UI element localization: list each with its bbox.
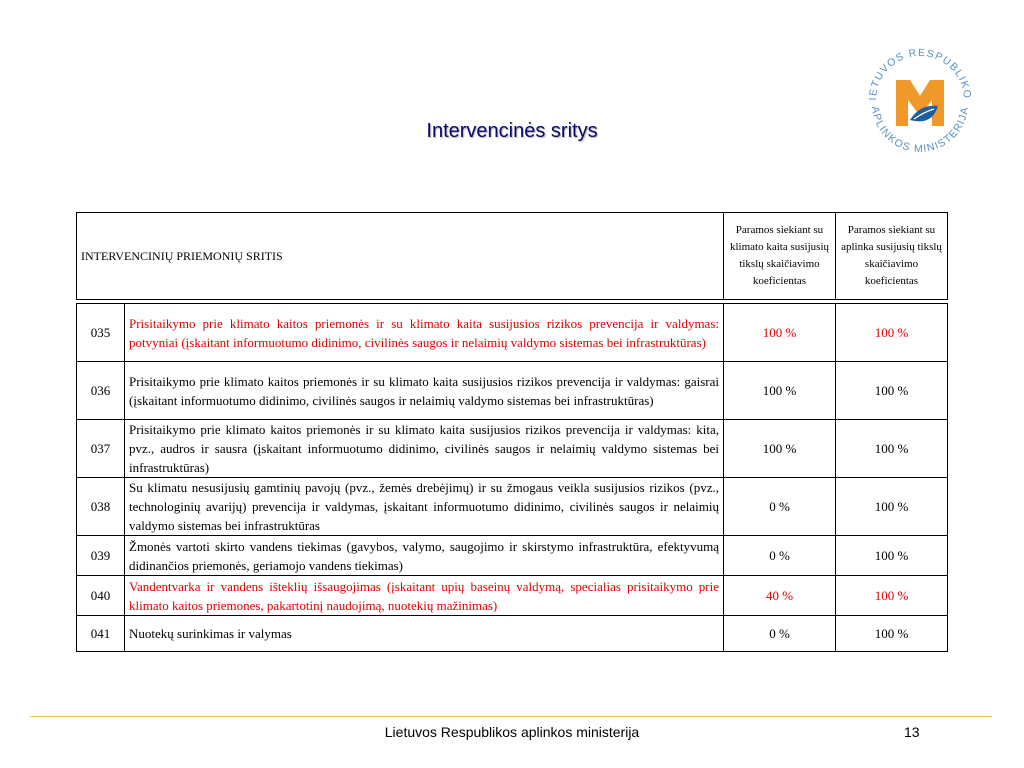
ministry-logo	[858, 38, 982, 162]
row-climate-coefficient: 100 %	[724, 362, 836, 420]
row-climate-coefficient: 100 %	[724, 304, 836, 362]
row-description: Su klimatu nesusijusių gamtinių pavojų (pvz., žemės drebėjimų) ir su žmogaus veikla susijusios rizikos (pvz., technologinių avarijų) prevencija ir valdymas, įskaitant informuotumo didinimo, civilinės saugos ir nelaimių valdymo sistemas bei infrastruktūras	[125, 478, 724, 536]
intervention-areas-table	[76, 212, 948, 652]
row-environment-coefficient: 100 %	[836, 536, 948, 576]
row-description: Prisitaikymo prie klimato kaitos priemonės ir su klimato kaita susijusios rizikos prevencija ir valdymas: potvyniai (įskaitant informuotumo didinimo, civilinės saugos ir nelaimių valdymo sistemas bei infrastruktūras)	[125, 304, 724, 362]
table-row	[77, 304, 948, 362]
row-environment-coefficient: 100 %	[836, 478, 948, 536]
row-climate-coefficient: 100 %	[724, 420, 836, 478]
row-environment-coefficient: 100 %	[836, 362, 948, 420]
row-environment-coefficient: 100 %	[836, 616, 948, 652]
header-environment-coefficient: Paramos siekiant su aplinka susijusių tikslų skaičiavimo koeficientas	[836, 213, 948, 300]
row-code: 036	[77, 362, 125, 420]
footer-divider	[30, 716, 992, 717]
page-number: 13	[904, 724, 920, 740]
row-climate-coefficient: 40 %	[724, 576, 836, 616]
row-description: Vandentvarka ir vandens išteklių išsaugojimas (įskaitant upių baseinų valdymą, specialias prisitaikymo prie klimato kaitos priemones, pakartotinį naudojimą, nuotekių mažinimas)	[125, 576, 724, 616]
svg-text:APLINKOS MINISTERIJA: APLINKOS MINISTERIJA	[868, 105, 972, 156]
row-climate-coefficient: 0 %	[724, 478, 836, 536]
row-code: 039	[77, 536, 125, 576]
table-row	[77, 536, 948, 576]
table-row	[77, 576, 948, 616]
table-row	[77, 616, 948, 652]
row-description: Žmonės vartoti skirto vandens tiekimas (gavybos, valymo, saugojimo ir skirstymo infrastruktūra, efektyvumą didinančios priemonės, geriamojo vandens tiekimas)	[125, 536, 724, 576]
table-row	[77, 478, 948, 536]
row-description: Nuotekų surinkimas ir valymas	[125, 616, 724, 652]
row-code: 035	[77, 304, 125, 362]
row-code: 037	[77, 420, 125, 478]
footer-ministry-name: Lietuvos Respublikos aplinkos ministerija	[384, 724, 640, 740]
row-code: 040	[77, 576, 125, 616]
row-description: Prisitaikymo prie klimato kaitos priemonės ir su klimato kaita susijusios rizikos prevencija ir valdymas: kita, pvz., audros ir sausra (įskaitant informuotumo didinimo, civilinės saugos ir nelaimių valdymo sistemas bei infrastruktūras)	[125, 420, 724, 478]
table-row	[77, 420, 948, 478]
slide-title: Intervencinės sritys	[426, 120, 598, 142]
svg-text:LIETUVOS RESPUBLIKOS: IETUVOS RESPUBLIKO	[866, 46, 974, 101]
row-description: Prisitaikymo prie klimato kaitos priemonės ir su klimato kaita susijusios rizikos prevencija ir valdymas: gaisrai (įskaitant informuotumo didinimo, civilinės saugos ir nelaimių valdymo sistemas bei infrastruktūras)	[125, 362, 724, 420]
table-row	[77, 362, 948, 420]
row-environment-coefficient: 100 %	[836, 420, 948, 478]
row-climate-coefficient: 0 %	[724, 536, 836, 576]
row-climate-coefficient: 0 %	[724, 616, 836, 652]
header-area: INTERVENCINIŲ PRIEMONIŲ SRITIS	[77, 213, 724, 300]
table-header-row	[77, 213, 948, 300]
row-code: 038	[77, 478, 125, 536]
ministry-logo-emblem	[858, 38, 982, 162]
row-environment-coefficient: 100 %	[836, 304, 948, 362]
row-code: 041	[77, 616, 125, 652]
row-environment-coefficient: 100 %	[836, 576, 948, 616]
header-climate-coefficient: Paramos siekiant su klimato kaita susijusių tikslų skaičiavimo koeficientas	[724, 213, 836, 300]
